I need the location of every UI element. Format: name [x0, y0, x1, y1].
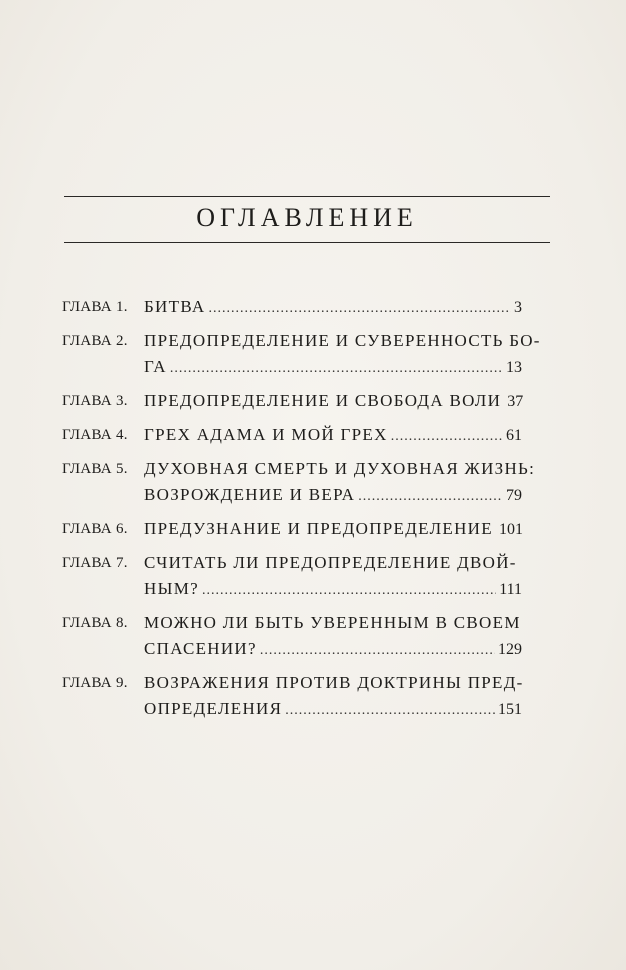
chapter-title-line: [144, 550, 522, 576]
chapter-title-text: БИТВА: [144, 297, 206, 316]
page-number: 13: [506, 359, 522, 376]
chapter-title-text: МОЖНО ЛИ БЫТЬ УВЕРЕННЫМ В СВОЕМ: [144, 613, 521, 632]
chapter-title-block: [144, 670, 522, 724]
chapter-title-line: [144, 636, 522, 664]
toc-entry[interactable]: [62, 456, 536, 510]
dot-leader: [170, 356, 503, 382]
chapter-title-text: ГА: [144, 357, 167, 376]
chapter-title-line: [144, 456, 536, 482]
table-of-contents: [62, 294, 541, 730]
toc-heading: ОГЛАВЛЕНИЕ: [196, 203, 418, 232]
page-number: 61: [506, 427, 522, 444]
chapter-title-line: [144, 516, 522, 544]
chapter-label: ГЛАВА 2.: [62, 333, 128, 349]
chapter-label: ГЛАВА 6.: [62, 521, 128, 537]
toc-entry[interactable]: [62, 516, 522, 544]
chapter-title-block: [144, 294, 522, 322]
chapter-title-text: ДУХОВНАЯ СМЕРТЬ И ДУХОВНАЯ ЖИЗНЬ:: [144, 459, 536, 478]
toc-entry[interactable]: [62, 294, 522, 322]
chapter-title-line: [144, 482, 522, 510]
chapter-title-text: ОПРЕДЕЛЕНИЯ: [144, 699, 283, 718]
chapter-label: ГЛАВА 9.: [62, 675, 128, 691]
page-number: 79: [506, 487, 522, 504]
chapter-title-block: [144, 456, 536, 510]
page-number: 101: [498, 521, 523, 538]
toc-entry[interactable]: [62, 550, 522, 604]
chapter-title-line: [144, 354, 522, 382]
chapter-title-block: [144, 516, 522, 544]
page-number: 111: [499, 581, 522, 598]
chapter-title-text: ПРЕДОПРЕДЕЛЕНИЕ И СУВЕРЕННОСТЬ БО-: [144, 331, 541, 350]
toc-entry[interactable]: [62, 388, 522, 416]
chapter-title-text: ВОЗРОЖДЕНИЕ И ВЕРА: [144, 485, 356, 504]
chapter-label: ГЛАВА 7.: [62, 555, 128, 571]
chapter-title-text: ГРЕХ АДАМА И МОЙ ГРЕХ: [144, 425, 388, 444]
dot-leader: [202, 578, 496, 604]
chapter-title-line: [144, 328, 541, 354]
page-number: 37: [507, 393, 524, 410]
chapter-title-block: [144, 550, 522, 604]
toc-entry[interactable]: [62, 328, 541, 382]
page-number: 129: [498, 641, 522, 658]
chapter-title-line: [144, 576, 522, 604]
chapter-title-text: СПАСЕНИИ?: [144, 639, 257, 658]
chapter-title-line: [144, 294, 522, 322]
dot-leader: [285, 698, 495, 724]
chapter-title-block: [144, 422, 522, 450]
dot-leader: [208, 296, 511, 322]
toc-entry[interactable]: [62, 610, 522, 664]
chapter-title-block: [144, 388, 522, 416]
chapter-label: ГЛАВА 1.: [62, 299, 128, 315]
chapter-title-text: НЫМ?: [144, 579, 199, 598]
dot-leader: [391, 424, 503, 450]
top-rule: [64, 196, 550, 197]
bottom-rule: [64, 242, 550, 243]
toc-entry[interactable]: [62, 670, 522, 724]
dot-leader: [260, 638, 495, 664]
chapter-title-text: СЧИТАТЬ ЛИ ПРЕДОПРЕДЕЛЕНИЕ ДВОЙ-: [144, 553, 517, 572]
chapter-title-text: ВОЗРАЖЕНИЯ ПРОТИВ ДОКТРИНЫ ПРЕД-: [144, 673, 524, 692]
chapter-title-block: [144, 610, 522, 664]
chapter-label: ГЛАВА 4.: [62, 427, 128, 443]
chapter-title-line: [144, 610, 522, 636]
toc-entry[interactable]: [62, 422, 522, 450]
dot-leader: [358, 484, 503, 510]
chapter-label: ГЛАВА 8.: [62, 615, 128, 631]
chapter-label: ГЛАВА 5.: [62, 461, 128, 477]
chapter-title-line: [144, 696, 522, 724]
chapter-title-line: [144, 422, 522, 450]
chapter-title-block: [144, 328, 541, 382]
page-number: 151: [498, 701, 522, 718]
chapter-title-text: ПРЕДОПРЕДЕЛЕНИЕ И СВОБОДА ВОЛИ: [144, 391, 502, 410]
page-number: 3: [514, 299, 522, 316]
chapter-title-line: [144, 388, 522, 416]
chapter-title-line: [144, 670, 522, 696]
chapter-label: ГЛАВА 3.: [62, 393, 128, 409]
chapter-title-text: ПРЕДУЗНАНИЕ И ПРЕДОПРЕДЕЛЕНИЕ: [144, 519, 493, 538]
